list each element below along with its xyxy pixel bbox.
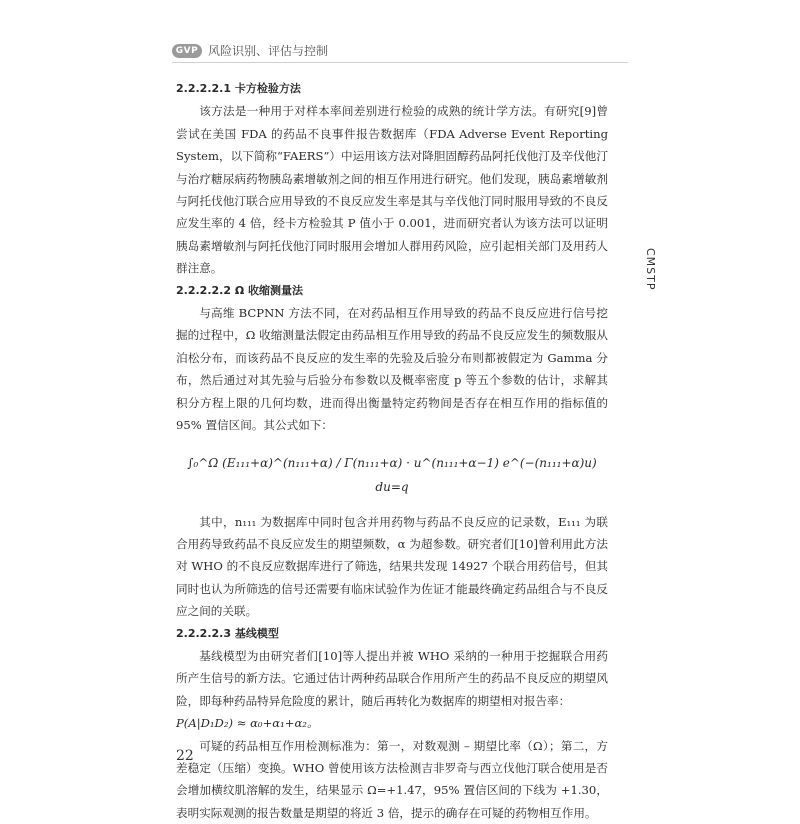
paragraph-baseline-result: 可疑的药品相互作用检测标准为：第一，对数观测 – 期望比率（Ω）；第二，方差稳定（压缩）变换。WHO 曾使用该方法检测吉非罗奇与西立伐他汀联合使用是否会增加横纹肌溶解的发生，结果显示 Ω=+1.47，95% 置信区间的下线为 +1.30，表明实际观测的报告数量是期望的将近 3 倍，提示的确存在可疑的药物相互作用。 bbox=[176, 738, 608, 820]
omega-formula: ∫₀^Ω (E₁₁₁+α)^(n₁₁₁+α) / Γ(n₁₁₁+α) · u^(n₁₁₁+α−1) e^(−(n₁₁₁+α)u) du=q bbox=[187, 455, 597, 494]
page-number: 22 bbox=[176, 748, 194, 764]
baseline-formula: P(A|D₁D₂) ≈ α₀+α₁+α₂。 bbox=[176, 716, 319, 731]
page-body bbox=[176, 78, 608, 824]
section-heading-baseline: 2.2.2.2.3 基线模型 bbox=[176, 626, 279, 640]
running-header bbox=[172, 42, 328, 59]
paragraph-chi-square: 该方法是一种用于对样本率间差别进行检验的成熟的统计学方法。有研究[9]曾尝试在美国 FDA 的药品不良事件报告数据库（FDA Adverse Event Reporting System，以下简称“FAERS”）中运用该方法对降胆固醇药品阿托伐他汀及辛伐他汀与治疗糖尿病药物胰岛素增敏剂之间的相互作用进行研究。他们发现，胰岛素增敏剂与阿托伐他汀联合应用导致的不良反应发生率是其与辛伐他汀同时服用导致的不良反应发生率的 4 倍，经卡方检验其 P 值小于 0.001，进而研究者认为该方法可以证明胰岛素增敏剂与阿托伐他汀同时服用会增加人群用药风险，应引起相关部门及用药人群注意。 bbox=[176, 104, 608, 276]
paragraph-omega-explanation: 其中，n₁₁₁ 为数据库中同时包含并用药物与药品不良反应的记录数，E₁₁₁ 为联合用药导致药品不良反应发生的期望频数，α 为超参数。研究者们[10]曾利用此方法对 WHO 的不良反应数据库进行了筛选，结果共发现 14927 个联合用药信号，但其同时也认为所筛选的信号还需要有临床试验作为佐证才能最终确定药品组合与不良反应之间的关联。 bbox=[176, 514, 608, 619]
header-title: 风险识别、评估与控制 bbox=[208, 44, 329, 58]
section-heading-omega: 2.2.2.2.2 Ω 收缩测量法 bbox=[176, 283, 303, 297]
paragraph-baseline-intro: 基线模型为由研究者们[10]等人提出并被 WHO 采纳的一种用于挖掘联合用药所产生信号的新方法。它通过估计两种药品联合作用所产生的药品不良反应的期望风险，即每种药品特异危险度的累计，随后再转化为数据库的期望相对报告率： bbox=[176, 648, 608, 708]
paragraph-omega-intro: 与高维 BCPNN 方法不同，在对药品相互作用导致的药品不良反应进行信号挖掘的过程中，Ω 收缩测量法假定由药品相互作用导致的药品不良反应发生的频数服从泊松分布，而该药品不良反应的发生率的先验及后验分布则都被假定为 Gamma 分布，然后通过对其先验与后验分布参数以及概率密度 p 等五个参数的估计，求解其积分方程上限的几何均数，进而得出衡量特定药物间是否存在相互作用的指标值的 95% 置信区间。其公式如下： bbox=[176, 306, 608, 433]
gvp-logo: GVP bbox=[172, 44, 202, 58]
header-rule bbox=[172, 62, 628, 63]
section-heading-chi-square: 2.2.2.2.1 卡方检验方法 bbox=[176, 82, 301, 95]
side-tab-label: CMSTP bbox=[644, 248, 657, 291]
